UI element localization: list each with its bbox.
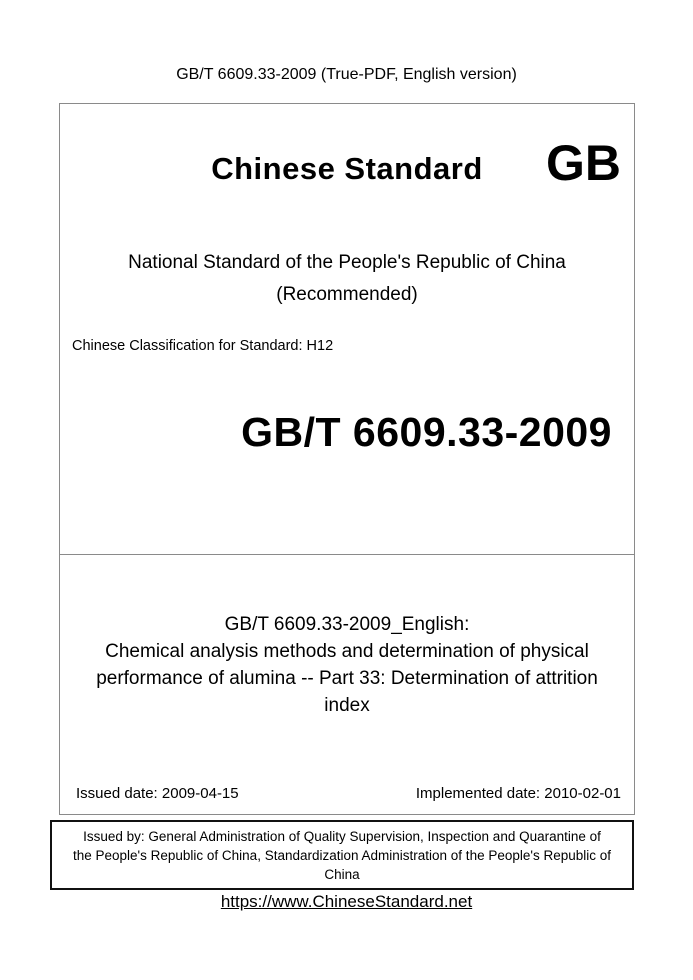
issuer-line-1: Issued by: General Administration of Quality Supervision, Inspection and Quarantine of <box>83 829 601 844</box>
implemented-date: Implemented date: 2010-02-01 <box>415 785 621 802</box>
issuer-line-2: the People's Republic of China, Standardization Administration of the People's Republic of <box>73 848 611 863</box>
issued-date: Issued date: 2009-04-15 <box>76 785 239 802</box>
document-header-line: GB/T 6609.33-2009 (True-PDF, English version) <box>176 66 517 83</box>
english-title-line-2: performance of alumina -- Part 33: Determination of attrition <box>96 668 598 689</box>
english-title-block <box>64 611 630 719</box>
english-title-label: GB/T 6609.33-2009_English: <box>224 614 470 635</box>
website-link[interactable]: https://www.ChineseStandard.net <box>220 892 473 911</box>
english-title-line-1: Chemical analysis methods and determination of physical <box>105 641 589 662</box>
gb-logo: GB <box>546 135 621 191</box>
recommended-line: (Recommended) <box>276 284 418 305</box>
brand-title: Chinese Standard <box>211 151 483 186</box>
summary-box <box>59 554 635 815</box>
english-title-line-3: index <box>324 695 370 716</box>
issuer-line-3: China <box>324 867 360 882</box>
dates-row <box>76 784 621 804</box>
cover-box <box>59 103 635 555</box>
standard-number: GB/T 6609.33-2009 <box>241 409 612 455</box>
issuer-box <box>50 820 634 890</box>
classification-line: Chinese Classification for Standard: H12 <box>72 338 334 354</box>
national-standard-line: National Standard of the People's Republic of China <box>128 252 566 273</box>
